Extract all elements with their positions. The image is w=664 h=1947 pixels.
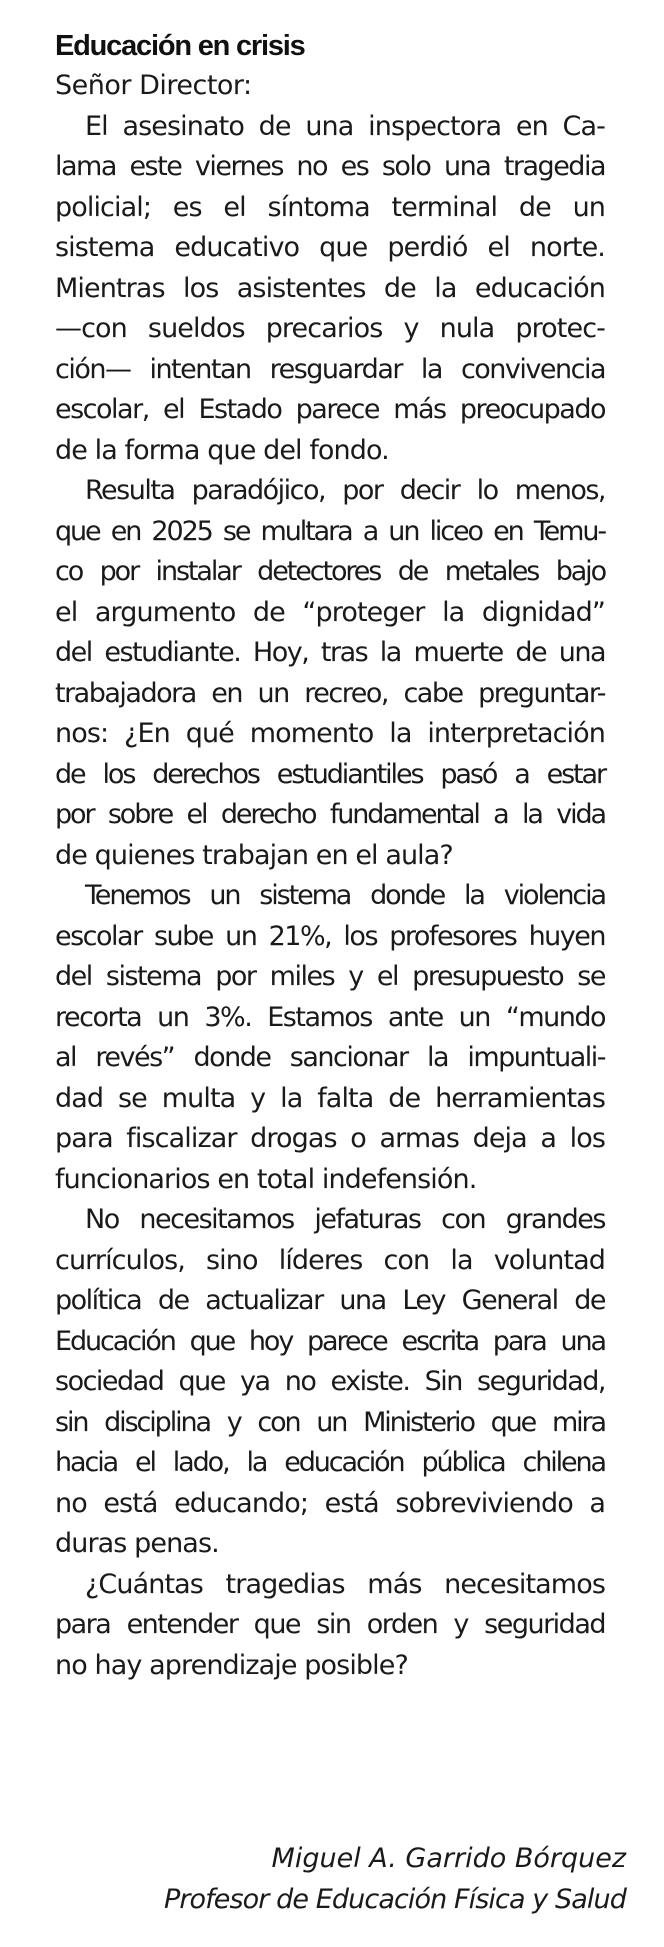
text-line: Mientras los asistentes de la educación [55, 272, 605, 304]
text-line: recorta un 3%. Estamos ante un “mundo [55, 1001, 605, 1033]
letter-body [55, 66, 605, 1686]
text-line: para fiscalizar drogas o armas deja a los [55, 1123, 605, 1154]
text-line: ¿Cuántas tragedias más necesitamos [85, 1568, 605, 1600]
text-line: Educación que hoy parece escrita para una [55, 1325, 605, 1357]
text-line: de los derechos estudiantiles pasó a estar [55, 758, 605, 790]
text-line: policial; es el síntoma terminal de un [55, 191, 605, 223]
text-line: para entender que sin orden y seguridad [55, 1609, 605, 1640]
text-line: por sobre el derecho fundamental a la vida [55, 799, 605, 830]
salutation: Señor Director: [55, 70, 252, 101]
text-line: dad se multa y la falta de herramientas [55, 1082, 605, 1114]
text-line: al revés” donde sancionar la impuntuali- [55, 1042, 605, 1073]
paragraph-1 [55, 107, 605, 472]
text-line: escolar, el Estado parece más preocupado [55, 394, 605, 425]
text-line: duras penas. [55, 1528, 219, 1559]
text-line: nos: ¿En qué momento la interpretación [55, 718, 605, 749]
text-line: de la forma que del fondo. [55, 434, 389, 466]
text-line: trabajadora en un recreo, cabe preguntar- [55, 677, 605, 709]
text-line: no está educando; está sobreviviendo a [55, 1487, 605, 1519]
text-line: de quienes trabajan en el aula? [55, 839, 453, 871]
text-line: currículos, sino líderes con la voluntad [55, 1244, 605, 1276]
paragraph-5 [55, 1565, 605, 1687]
text-line: escolar sube un 21%, los profesores huyen [55, 920, 605, 952]
text-line: política de actualizar una Ley General de [55, 1285, 605, 1316]
text-line: del sistema por miles y el presupuesto se [55, 961, 605, 992]
text-line: lama este viernes no es solo una tragedia [55, 151, 605, 182]
text-line: sociedad que ya no existe. Sin seguridad, [55, 1366, 605, 1397]
text-line: co por instalar detectores de metales bajo [55, 556, 605, 587]
text-line: hacia el lado, la educación pública chilena [55, 1447, 605, 1478]
text-line: —con sueldos precarios y nula protec- [55, 313, 605, 344]
text-line: Tenemos un sistema donde la violencia [85, 880, 605, 911]
text-line: funcionarios en total indefensión. [55, 1163, 477, 1195]
text-line: No necesitamos jefaturas con grandes [85, 1204, 605, 1235]
text-line: Resulta paradójico, por decir lo menos, [85, 475, 605, 506]
text-line: que en 2025 se multara a un liceo en Temu- [55, 515, 605, 547]
paragraph-3 [55, 876, 605, 1200]
text-line: no hay aprendizaje posible? [55, 1649, 408, 1681]
text-line: sin disciplina y con un Ministerio que mira [55, 1406, 605, 1438]
text-line: ción— intentan resguardar la convivencia [55, 353, 605, 385]
text-line: El asesinato de una inspectora en Ca- [85, 110, 605, 142]
paragraph-4 [55, 1200, 605, 1565]
signature-title: Profesor de Educación Física y Salud [163, 1884, 626, 1915]
text-line: el argumento de “proteger la dignidad” [55, 596, 605, 628]
text-line: sistema educativo que perdió el norte. [55, 232, 605, 263]
paragraph-2 [55, 471, 605, 876]
letter [55, 26, 605, 1686]
signature-name: Miguel A. Garrido Bórquez [271, 1843, 626, 1874]
letter-title: Educación en crisis [55, 30, 305, 62]
text-line: del estudiante. Hoy, tras la muerte de una [55, 637, 605, 668]
